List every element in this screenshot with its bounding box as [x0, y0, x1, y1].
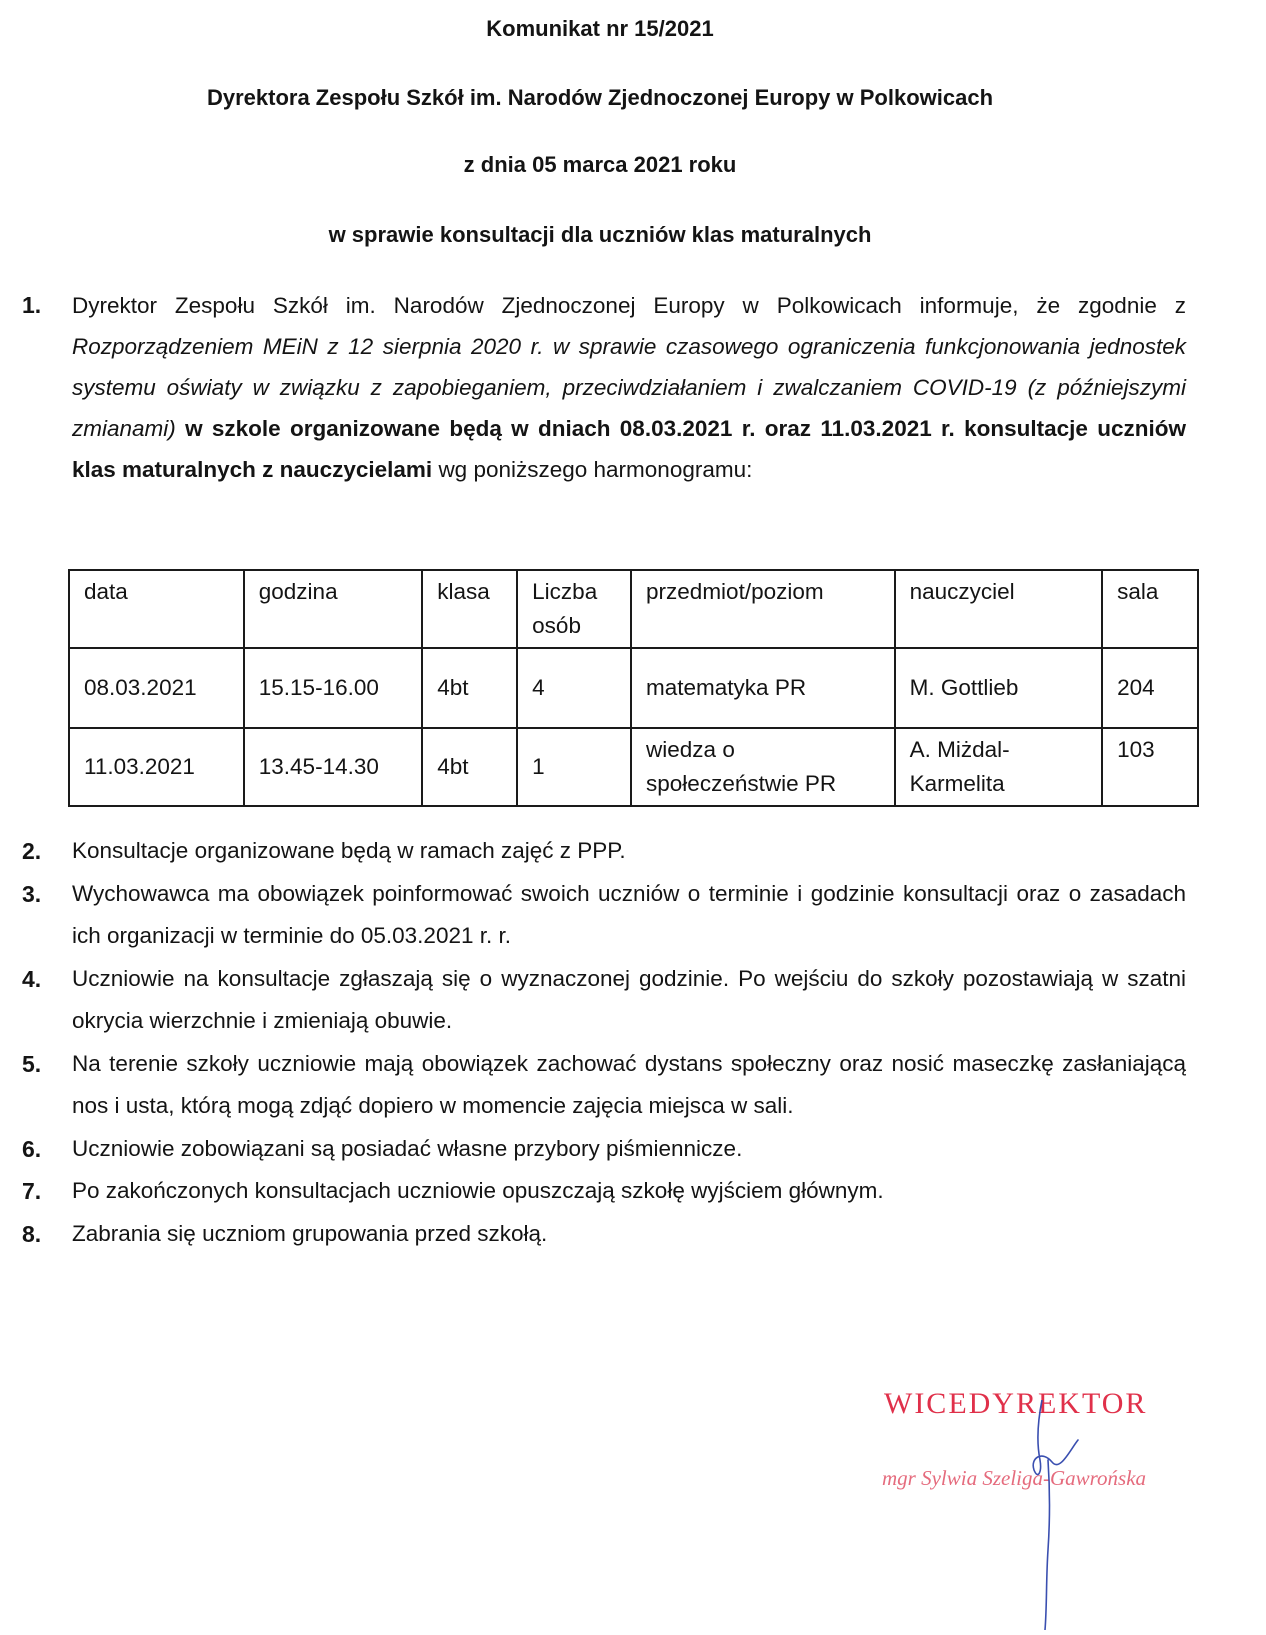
table-header-row	[69, 570, 1198, 648]
table-cell: 103	[1102, 728, 1198, 806]
list-item-text: Uczniowie na konsultacje zgłaszają się o wyznaczonej godzinie. Po wejściu do szkoły pozostawiają w szatni okrycia wierzchnie i zmieniają obuwie.	[72, 965, 1186, 1033]
table-cell: 11.03.2021	[69, 728, 244, 806]
announcement-date: z dnia 05 marca 2021 roku	[463, 152, 737, 177]
table-row	[69, 648, 1198, 728]
list-item	[22, 873, 1186, 958]
table-header-cell: data	[69, 570, 244, 648]
list-item-number: 4.	[22, 965, 42, 992]
table-header-cell: godzina	[244, 570, 423, 648]
list-item-text: Na terenie szkoły uczniowie mają obowiązek zachować dystans społeczny oraz nosić maseczkę zasłaniającą nos i usta, którą mogą zdjąć dopiero w momencie zajęcia miejsca w sali.	[72, 1050, 1186, 1118]
stamp-title: WICEDYREKTOR	[884, 1387, 1148, 1420]
table-cell: 1	[517, 728, 631, 806]
list-item-text: Po zakończonych konsultacjach uczniowie opuszczają szkołę wyjściem głównym.	[72, 1178, 884, 1203]
table-header-cell: Liczba osób	[517, 570, 631, 648]
table-header-cell: nauczyciel	[895, 570, 1102, 648]
list-item-number: 1.	[22, 292, 42, 318]
table-header-cell: klasa	[422, 570, 517, 648]
table-cell: 204	[1102, 648, 1198, 728]
list-item	[22, 830, 1186, 873]
table-cell: 4bt	[422, 728, 517, 806]
list-item-1	[22, 285, 1186, 490]
list-item	[22, 1213, 1186, 1256]
table-cell: wiedza o społeczeństwie PR	[631, 728, 895, 806]
table-cell: 13.45-14.30	[244, 728, 423, 806]
stamp-name: mgr Sylwia Szeliga-Gawrońska	[882, 1466, 1147, 1490]
list-item-text: Uczniowie zobowiązani są posiadać własne przybory piśmiennicze.	[72, 1135, 743, 1161]
list-item-number: 2.	[22, 838, 42, 864]
list-item	[22, 1043, 1186, 1128]
table-row	[69, 728, 1198, 806]
announcement-number: Komunikat nr 15/2021	[486, 16, 714, 41]
table-cell: 15.15-16.00	[244, 648, 423, 728]
table-cell: 4	[517, 648, 631, 728]
table-cell: 08.03.2021	[69, 648, 244, 728]
table-cell: matematyka PR	[631, 648, 895, 728]
item-list-first	[22, 285, 1186, 490]
list-item-text: Konsultacje organizowane będą w ramach zajęć z PPP.	[72, 838, 626, 863]
list-item-number: 8.	[22, 1220, 42, 1247]
item1-bold-text: w szkole organizowane będą w dniach 08.03.2021 r. oraz 11.03.2021 r. konsultacje uczniów klas maturalnych z nauczycielami	[72, 416, 1186, 482]
issuer-title: Dyrektora Zespołu Szkół im. Narodów Zjednoczonej Europy w Polkowicach	[206, 85, 994, 110]
table-cell: A. Miżdal-Karmelita	[895, 728, 1102, 806]
item-list-rest	[22, 830, 1186, 1255]
list-item	[22, 958, 1186, 1043]
list-item	[22, 1170, 1186, 1213]
list-item-number: 6.	[22, 1135, 42, 1162]
list-item-text: Zabrania się uczniom grupowania przed szkołą.	[72, 1220, 548, 1246]
list-item-text: Wychowawca ma obowiązek poinformować swoich uczniów o terminie i godzinie konsultacji oraz o zasadach ich organizacji w terminie do 05.03.2021 r. r.	[72, 880, 1186, 948]
table-cell: 4bt	[422, 648, 517, 728]
consultation-schedule-table	[68, 569, 1199, 807]
announcement-subject: w sprawie konsultacji dla uczniów klas maturalnych	[328, 222, 872, 247]
list-item-number: 7.	[22, 1178, 42, 1204]
item1-text-end: wg poniższego harmonogramu:	[438, 457, 753, 482]
signature-icon	[990, 1400, 1110, 1630]
item1-text-a: Dyrektor Zespołu Szkół im. Narodów Zjednoczonej Europy w Polkowicach informuje, że zgodnie z	[72, 293, 1186, 318]
table-header-cell: sala	[1102, 570, 1198, 648]
list-item	[22, 1128, 1186, 1171]
item1-regulation-italic: Rozporządzeniem MEiN z 12 sierpnia 2020 r. w sprawie czasowego ograniczenia funkcjonowania jednostek systemu oświaty w związku z zapobieganiem, przeciwdziałaniem i zwalczaniem COVID-19 (z późniejszymi zmianami)	[72, 334, 1186, 441]
table-cell: M. Gottlieb	[895, 648, 1102, 728]
list-item-number: 3.	[22, 880, 42, 907]
table-header-cell: przedmiot/poziom	[631, 570, 895, 648]
list-item-number: 5.	[22, 1050, 42, 1077]
